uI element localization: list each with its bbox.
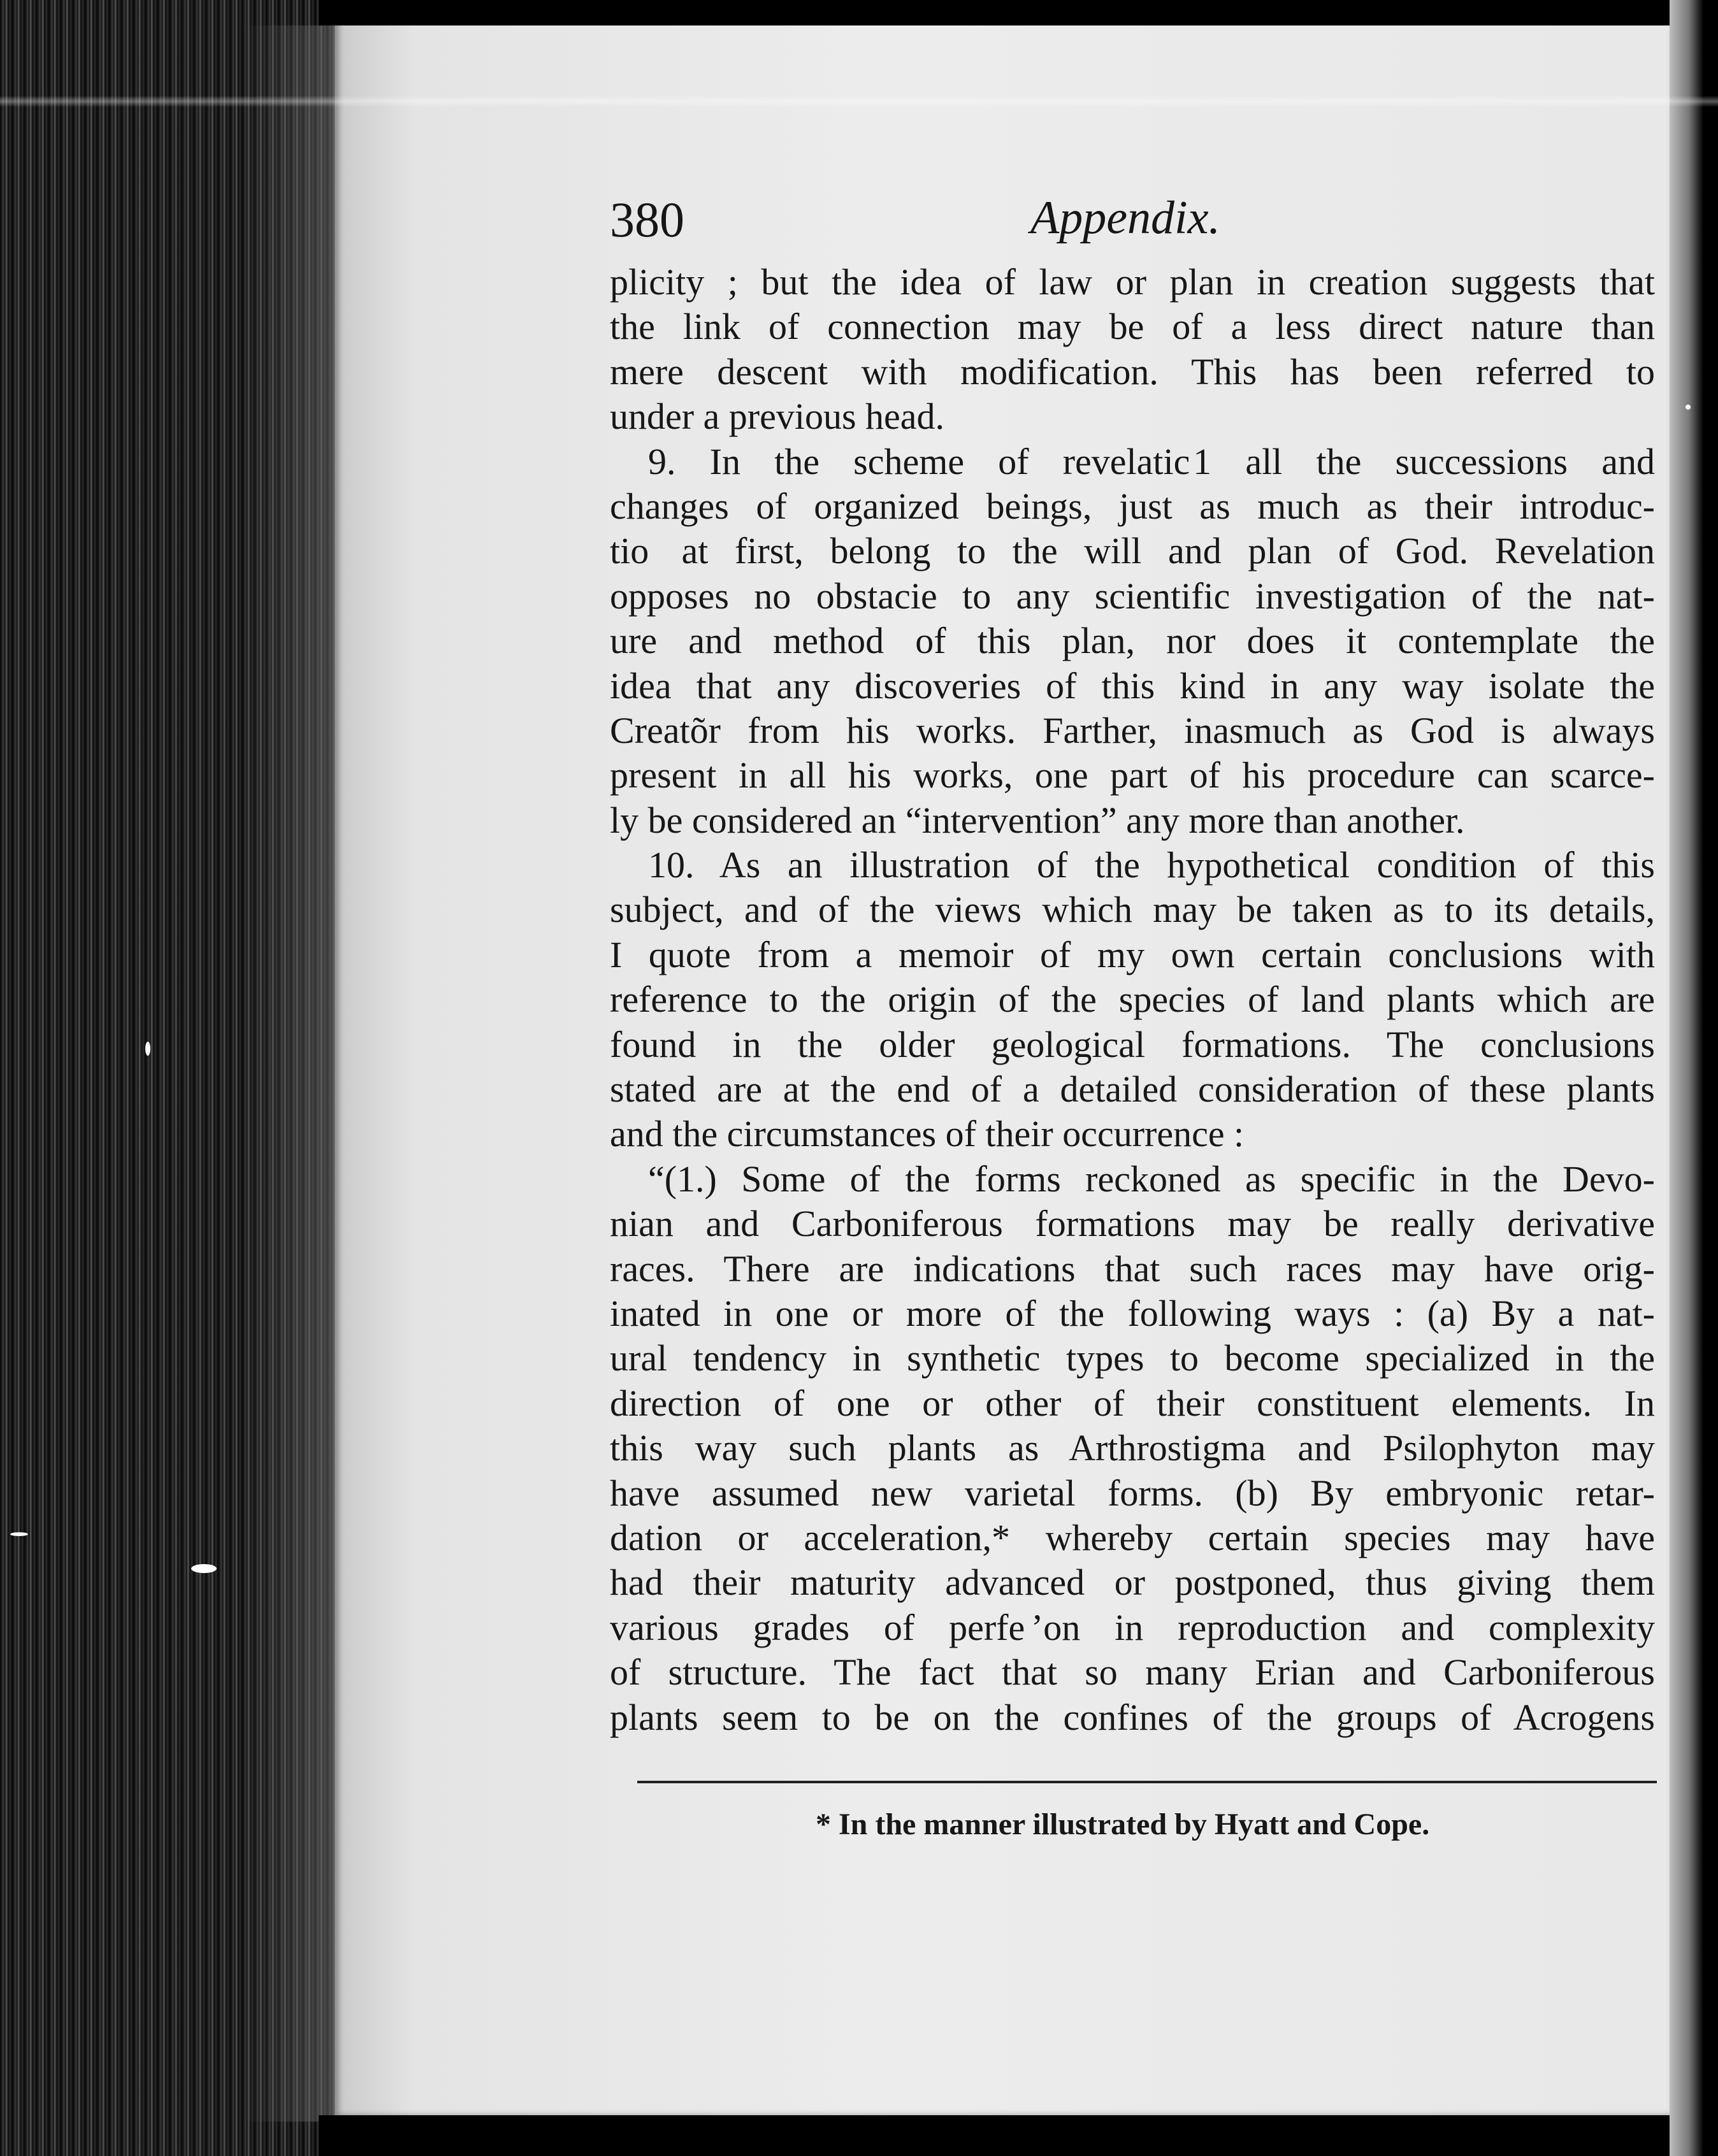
text-line: and the circumstances of their occurrence : (610, 1113, 1245, 1155)
text-line: Creatõr from his works. Farther, inasmuch as God is always (610, 709, 1655, 751)
text-line: had their maturity advanced or postponed, thus giving them (610, 1562, 1655, 1604)
footnote-rule (637, 1781, 1657, 1783)
text-line: “(1.) Some of the forms reckoned as specific in the Devo- (648, 1158, 1655, 1200)
text-line: 10. As an illustration of the hypothetical condition of this (648, 844, 1655, 886)
text-line: plants seem to be on the confines of the groups of Acrogens (610, 1696, 1655, 1738)
text-line: mere descent with modification. This has been referred to (610, 350, 1655, 392)
text-line: tio at first, belong to the will and plan of God. Revelation (610, 530, 1655, 572)
text-line: have assumed new varietal forms. (b) By embryonic retar- (610, 1472, 1655, 1514)
text-line: changes of organized beings, just as much as their introduc- (610, 485, 1655, 527)
text-line: subject, and of the views which may be taken as to its details, (610, 889, 1655, 931)
dust-speck (145, 1042, 150, 1056)
text-line: idea that any discoveries of this kind in any way isolate the (610, 665, 1655, 707)
text-line: found in the older geological formations. The conclusions (610, 1023, 1655, 1065)
text-line: ure and method of this plan, nor does it contemplate the (610, 620, 1655, 662)
text-line: direction of one or other of their constituent elements. In (610, 1382, 1655, 1424)
page-number: 380 (610, 192, 684, 247)
text-line: nian and Carboniferous formations may be really derivative (610, 1203, 1655, 1245)
scan-border-top (319, 0, 1718, 25)
text-line: reference to the origin of the species of land plants which are (610, 979, 1655, 1021)
dust-speck (10, 1532, 28, 1536)
running-title: Appendix. (1030, 192, 1220, 244)
text-line: inated in one or more of the following ways : (a) By a nat- (610, 1292, 1655, 1334)
text-line: I quote from a memoir of my own certain conclusions with (610, 933, 1655, 975)
scan-border-bottom (319, 2115, 1718, 2156)
dust-speck (191, 1564, 217, 1573)
text-line: various grades of perfe ’on in reproduction and complexity (610, 1606, 1655, 1648)
scan-border-right (1670, 0, 1718, 2156)
text-line: the link of connection may be of a less direct nature than (610, 306, 1655, 348)
text-line: 9. In the scheme of revelatic 1 all the successions and (648, 440, 1655, 482)
text-line: ural tendency in synthetic types to become specialized in the (610, 1337, 1655, 1379)
dust-speck (1686, 405, 1691, 410)
text-line: present in all his works, one part of his procedure can scarce- (610, 754, 1655, 796)
text-line: ly be considered an “intervention” any more than another. (610, 799, 1465, 841)
text-line: plicity ; but the idea of law or plan in creation suggests that (610, 261, 1655, 303)
footnote: * In the manner illustrated by Hyatt and Cope. (816, 1807, 1430, 1841)
scan-artifact-line (0, 96, 1718, 107)
text-line: under a previous head. (610, 396, 945, 438)
text-line: dation or acceleration,* whereby certain species may have (610, 1516, 1655, 1558)
text-line: of structure. The fact that so many Erian and Carboniferous (610, 1651, 1655, 1693)
body-text (610, 260, 1655, 1740)
text-line: opposes no obstacie to any scientific investigation of the nat- (610, 575, 1655, 617)
text-line: races. There are indications that such races may have orig- (610, 1247, 1655, 1290)
text-line: stated are at the end of a detailed consideration of these plants (610, 1068, 1655, 1110)
text-line: this way such plants as Arthrostigma and Psilophyton may (610, 1427, 1655, 1469)
